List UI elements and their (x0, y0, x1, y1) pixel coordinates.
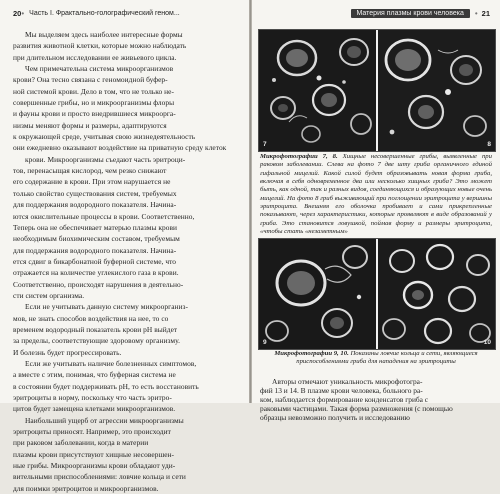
text-line: а вместе с этим, понимая, что буферная система не (13, 370, 176, 380)
text-line: ком, наблюдается формирование конденсатов гриба с (260, 394, 429, 404)
right-running-head (258, 7, 490, 19)
text-line: за пределы, соответствующие здоровому организму. (13, 336, 181, 346)
text-line: совершенные грибы, но и микроорганизмы флоры (13, 98, 175, 108)
caption-micrographs-7-8 (260, 153, 492, 236)
left-page (0, 0, 249, 493)
text-line: фий 13 и 14. В плазме крови человека, больного ра- (260, 385, 423, 395)
text-line: ются окислительные процессы в крови. Соответственно, (13, 211, 195, 221)
left-body-text (13, 29, 243, 494)
micrograph-9-10 (258, 238, 496, 350)
left-running-head (13, 7, 243, 19)
text-line: Если же учитывать наличие болезненных симптомов, (25, 358, 197, 368)
micrograph-10-number: 10 (483, 339, 491, 346)
text-line: Авторы отмечают уникальность микрофотогра- (272, 377, 423, 386)
text-line: крови. Микроорганизмы съедают часть эритроци- (25, 154, 186, 164)
caption-7-8-lead: Микрофотографии 7, 8. (260, 153, 338, 160)
text-line: тов, перенасыщая кислород, чем резко снижают (13, 166, 167, 176)
text-line: для поддержания водородного показателя. Начина- (13, 245, 177, 255)
text-line: низмы меняют формы и размеры, адаптируются (13, 120, 167, 130)
right-page (252, 0, 500, 422)
text-line: только свойство существования систем, требуемых (13, 188, 177, 198)
text-line: сти систем организма. (13, 290, 85, 300)
right-running-title: Материя плазмы крови человека (351, 9, 470, 18)
text-line: раковыми частицами. Такая форма размножения (с помощью (260, 403, 453, 413)
micrograph-7-8 (258, 29, 496, 152)
text-line: Мы выделяем здесь наиболее интересные формы (25, 30, 183, 39)
text-line: крови? Она тесно связана с геномоидной буфер- (13, 75, 168, 85)
separator-dot-icon: • (474, 8, 478, 18)
left-page-number: 20 (13, 8, 22, 18)
micrograph-9-number: 9 (263, 339, 267, 346)
text-line: ные грибы. Микроорганизмы крови обладают уди- (13, 461, 176, 471)
text-line: его содержание в крови. При этом нарушается не (13, 177, 171, 187)
text-line: временем водородный показатель крови pH выйдет (13, 324, 178, 334)
text-line: к окружающей среде, учитывая свою жизнедеятельность (13, 132, 196, 142)
text-line: вительными приспособлениями: ловчие кольца и сети (13, 472, 186, 482)
text-line: для поддержания водородного показателя. Начина- (13, 200, 177, 210)
right-page-number: 21 (481, 8, 490, 18)
caption-9-10-lead: Микрофотографии 9, 10. (274, 350, 349, 357)
text-line: отражается на количестве углекислого газа в крови. (13, 268, 179, 278)
text-line: цитов будет замещена клетками микроорганизмов. (13, 404, 176, 414)
text-line: Теперь она не обеспечивает матерью плазмы крови (13, 222, 178, 232)
micrograph-9 (259, 239, 376, 349)
text-line: мов, не знать способов воздействия на нее, то со (13, 313, 169, 323)
text-line: эритроциты в норму, поскольку что часть эритро- (13, 393, 172, 402)
separator-dot-icon: • (21, 8, 25, 18)
right-body-text (260, 378, 492, 423)
text-line: для поимки эритроцитов и микроорганизмов. (13, 483, 159, 493)
text-line: ется сдвиг в бикарбонатной буферной системе, что (13, 256, 177, 266)
text-line: Если не учитывать данную систему микроорганиз- (25, 302, 189, 312)
text-line: при длительном исследовании ее живьевого цикла. (13, 52, 177, 62)
caption-7-8-body: Хищные несовершенные грибы, выявленные при раковом заболевании. Слева на фото 7 две шту гриба органичного единой гифальной мицелий. Какой силой будет образовывать новая форма гриба, включая в себя одновременное два или несколько хищных гриба? Это может быть, как одной, так и разных видов, соединяющихся и образующих новые очень мицелий. На фото 8 гриб выживающий при поглощении эритроцита у вершины эритроцита. Внешняя его оболочка пробивает и сами прикрепленные показывают, через характеристики, которые проявляют в виде образований у гриба. Это становится ловушкой, поймав форму и размеры эритроцита, «чтобы стать «незаметным» (260, 153, 492, 236)
text-line: Соответственно, происходят нарушения в деятельно- (13, 279, 184, 289)
left-running-title: Часть I. Фрактально-голографический геном... (29, 9, 180, 17)
text-line: при раковом заболевании, когда в материи (13, 438, 149, 448)
text-line: образцы невозможно получить и исследованию (260, 412, 410, 422)
text-line: плазмы крови присутствуют хищные несовершен- (13, 449, 175, 459)
micrograph-10 (378, 239, 495, 349)
text-line: в состоянии будет поддерживать pH, то есть восстановить (13, 381, 199, 391)
micrograph-7-number: 7 (263, 141, 267, 148)
micrograph-7 (259, 30, 376, 151)
micrograph-8 (378, 30, 495, 151)
caption-micrographs-9-10 (260, 350, 492, 367)
text-line: необходимым биохимическим составом, требуемым (13, 234, 180, 244)
text-line: они ежедневно оказывают воздействие на приватную среду клеток (13, 143, 227, 153)
micrograph-8-number: 8 (487, 141, 491, 148)
text-line: Чем примечательна система микроорганизмов (25, 64, 174, 74)
text-line: И болезнь будет прогрессировать. (13, 347, 122, 357)
caption-9-10-body: Показаны ловчие кольца и сети, являющиеся приспособлениями гриба для нападения на эритроциты (296, 350, 478, 366)
text-line: развития животной клетки, которые можно наблюдать (13, 41, 187, 51)
text-line: и фауны крови и просто внедрившиеся микроорга- (13, 109, 176, 119)
text-line: Наибольший ущерб от агрессии микроорганизмы (25, 415, 184, 425)
text-line: ной системой крови. Дело в том, что не только не- (13, 86, 174, 96)
text-line: эритроциты приносят. Например, это происходит (13, 427, 171, 437)
